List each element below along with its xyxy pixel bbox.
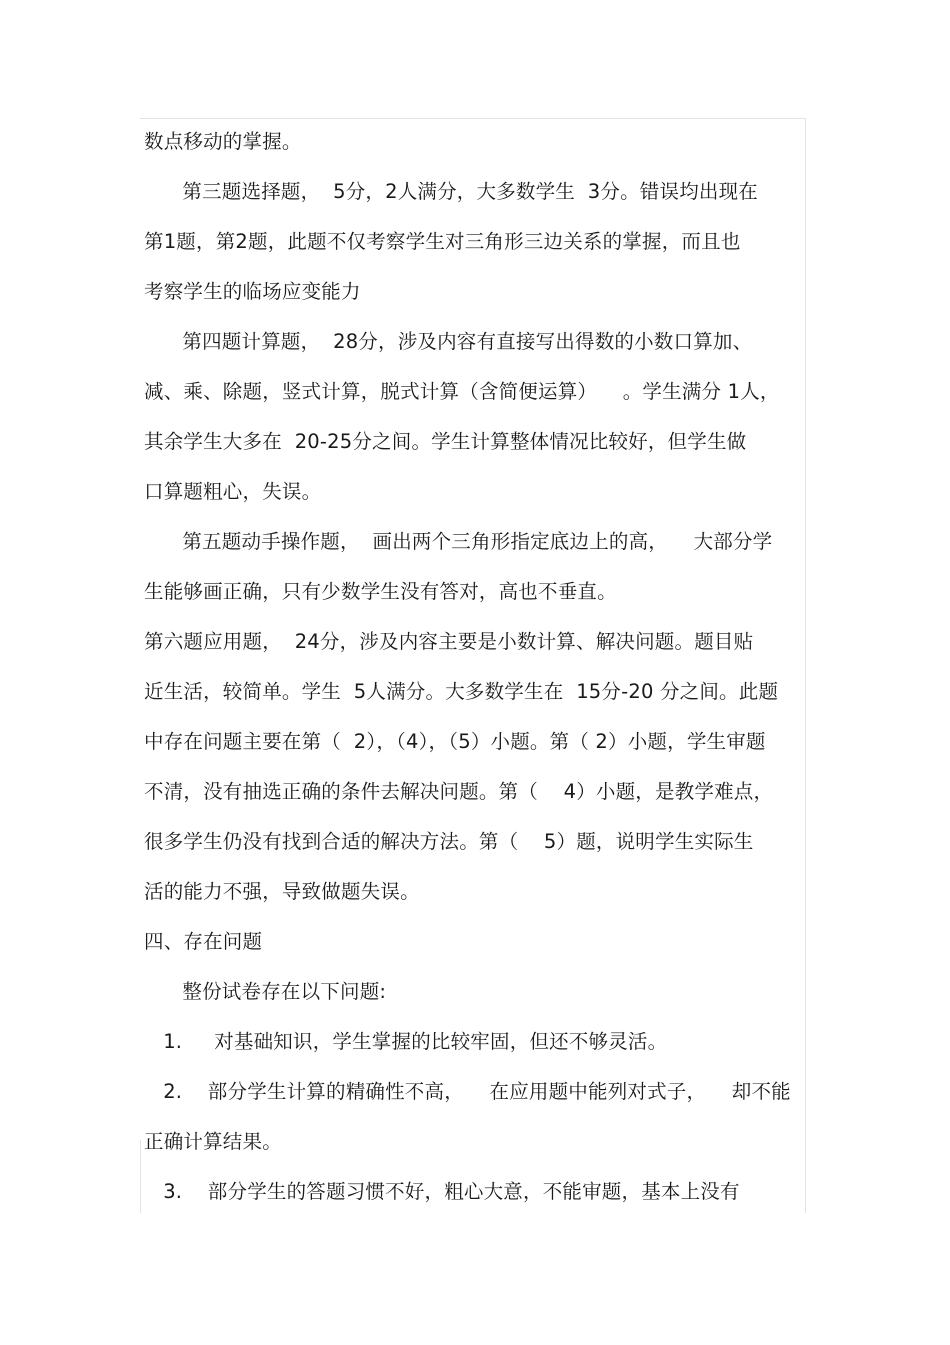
text-line: 中存在问题主要在第（ 2），（4），（5）小题。第（ 2）小题，学生审题 — [144, 730, 766, 753]
text-line: 考察学生的临场应变能力 — [144, 280, 361, 303]
text-line: 口算题粗心，失误。 — [144, 480, 322, 503]
list-item: 2. 部分学生计算的精确性不高， 在应用题中能列对式子， 却不能 — [144, 1080, 791, 1103]
section-heading: 四、存在问题 — [144, 930, 263, 953]
text-line: 第1题，第2题，此题不仅考察学生对三角形三边关系的掌握，而且也 — [144, 230, 741, 253]
page-frame-left-edge — [140, 1140, 141, 1213]
list-item: 3. 部分学生的答题习惯不好，粗心大意，不能审题，基本上没有 — [144, 1180, 740, 1203]
text-line: 很多学生仍没有找到合适的解决方法。第（ 5）题，说明学生实际生 — [144, 830, 754, 853]
text-line: 其余学生大多在 20-25分之间。学生计算整体情况比较好，但学生做 — [144, 430, 747, 453]
text-line: 整份试卷存在以下问题: — [144, 980, 387, 1003]
text-line: 第四题计算题， 28分，涉及内容有直接写出得数的小数口算加、 — [144, 330, 753, 353]
text-line: 第六题应用题， 24分，涉及内容主要是小数计算、解决问题。题目贴 — [144, 630, 754, 653]
text-line: 第五题动手操作题， 画出两个三角形指定底边上的高， 大部分学 — [144, 530, 773, 553]
text-line: 活的能力不强，导致做题失误。 — [144, 880, 420, 903]
text-line: 生能够画正确，只有少数学生没有答对，高也不垂直。 — [144, 580, 617, 603]
text-line: 不清，没有抽选正确的条件去解决问题。第（ 4）小题，是教学难点， — [144, 780, 774, 803]
text-line: 近生活，较简单。学生 5人满分。大多数学生在 15分-20 分之间。此题 — [144, 680, 779, 703]
list-item: 1. 对基础知识，学生掌握的比较牢固，但还不够灵活。 — [144, 1030, 668, 1053]
text-line: 正确计算结果。 — [144, 1130, 282, 1153]
text-line: 减、乘、除题，竖式计算，脱式计算（含简便运算） 。学生满分 1人， — [144, 380, 780, 403]
text-line: 数点移动的掌握。 — [144, 130, 302, 153]
text-line: 第三题选择题， 5分，2人满分，大多数学生 3分。错误均出现在 — [144, 180, 759, 203]
